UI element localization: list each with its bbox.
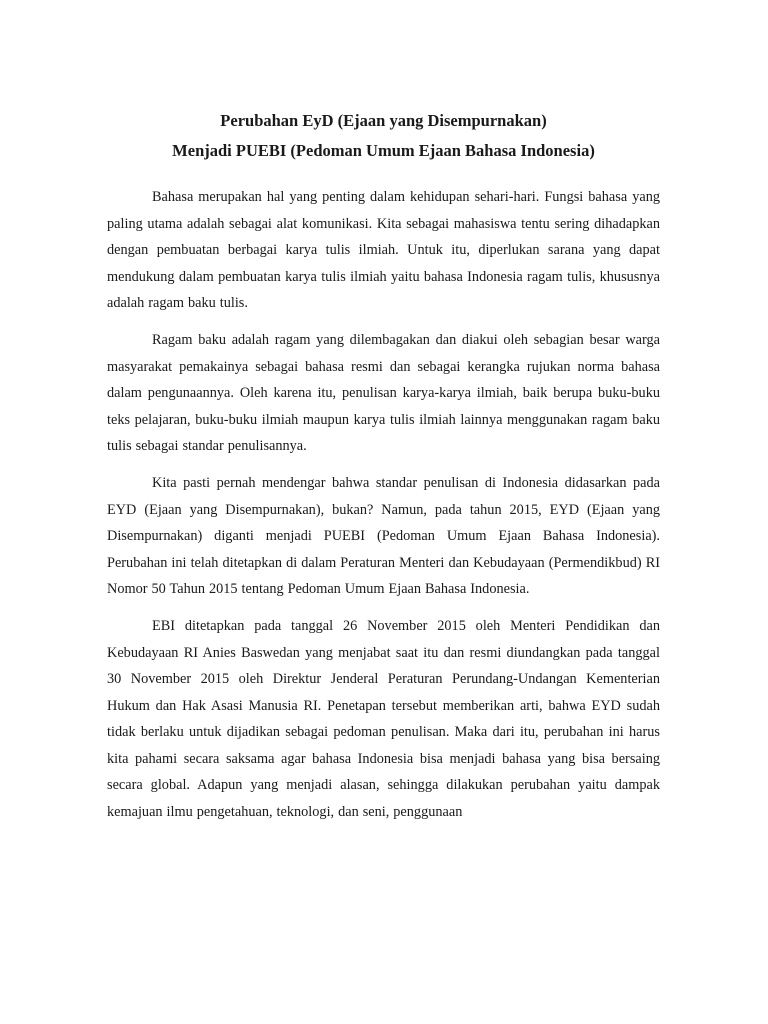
title-line-1: Perubahan EyD (Ejaan yang Disempurnakan) xyxy=(220,111,547,130)
title-line-2: Menjadi PUEBI (Pedoman Umum Ejaan Bahasa Indonesia) xyxy=(172,141,595,160)
paragraph-1: Bahasa merupakan hal yang penting dalam kehidupan sehari-hari. Fungsi bahasa yang paling utama adalah sebagai alat komunikasi. Kita sebagai mahasiswa tentu sering dihadapkan dengan pembuatan berbagai karya tulis ilmiah. Untuk itu, diperlukan sarana yang dapat mendukung dalam pembuatan karya tulis ilmiah yaitu bahasa Indonesia ragam tulis, khususnya adalah ragam baku tulis. xyxy=(107,189,660,312)
document-title xyxy=(107,106,660,166)
paragraph-3: Kita pasti pernah mendengar bahwa standar penulisan di Indonesia didasarkan pada EYD (Ejaan yang Disempurnakan), bukan? Namun, pada tahun 2015, EYD (Ejaan yang Disempurnakan) diganti menjadi PUEBI (Pedoman Umum Ejaan Bahasa Indonesia). Perubahan ini telah ditetapkan di dalam Peraturan Menteri dan Kebudayaan (Permendikbud) RI Nomor 50 Tahun 2015 tentang Pedoman Umum Ejaan Bahasa Indonesia. xyxy=(107,474,660,598)
document-page xyxy=(107,106,660,836)
paragraph-4: EBI ditetapkan pada tanggal 26 November 2015 oleh Menteri Pendidikan dan Kebudayaan RI Anies Baswedan yang menjabat saat itu dan resmi diundangkan pada tanggal 30 November 2015 oleh Direktur Jenderal Peraturan Perundang-Undangan Kementerian Hukum dan Hak Asasi Manusia RI. Penetapan tersebut memberikan arti, bahwa EYD sudah tidak berlaku untuk dijadikan sebagai pedoman penulisan. Maka dari itu, perubahan ini harus kita pahami secara saksama agar bahasa Indonesia bisa menjadi bahasa yang bisa bersaing secara global. Adapun yang menjadi alasan, sehingga dilakukan perubahan yaitu dampak kemajuan ilmu pengetahuan, teknologi, dan seni, penggunaan xyxy=(107,617,660,821)
paragraph-2: Ragam baku adalah ragam yang dilembagakan dan diakui oleh sebagian besar warga masyarakat pemakainya sebagai bahasa resmi dan sebagai kerangka rujukan norma bahasa dalam pengunaannya. Oleh karena itu, penulisan karya-karya ilmiah, baik berupa buku-buku teks pelajaran, buku-buku ilmiah maupun karya tulis ilmiah lainnya menggunakan ragam baku tulis sebagai standar penulisannya. xyxy=(107,331,660,455)
